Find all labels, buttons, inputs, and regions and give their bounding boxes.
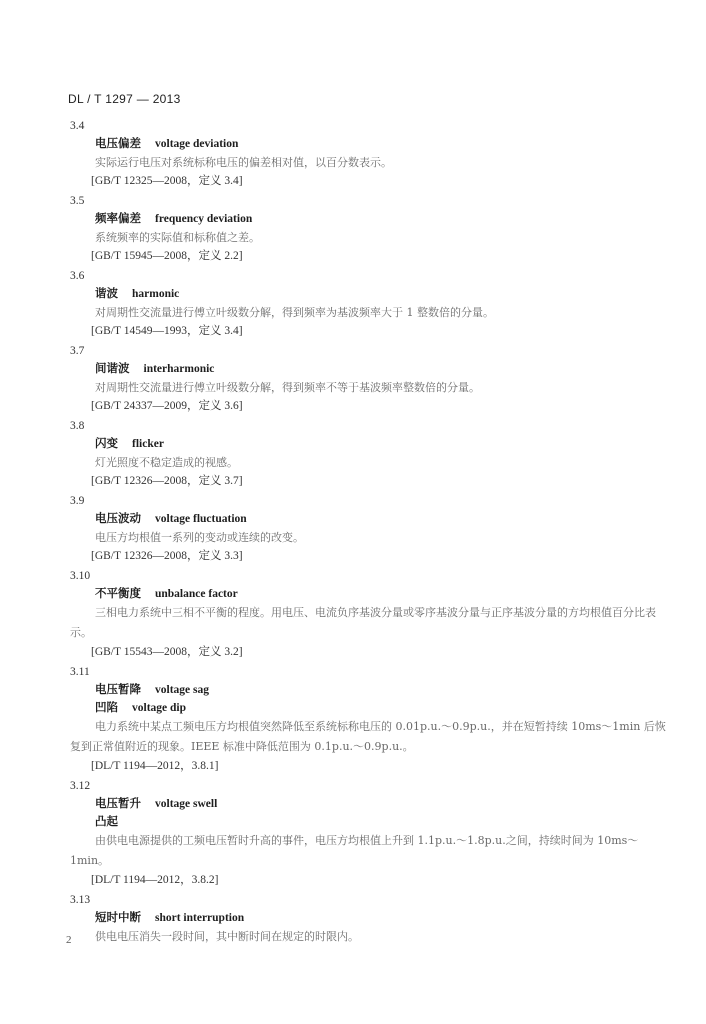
term-definition: 供电电压消失一段时间，其中断时间在规定的时限内。 [95,930,359,943]
term-english: unbalance factor [155,588,238,600]
clause-number: 3.10 [70,570,91,582]
source-reference: [GB/T 14549—1993，定义 3.4] [91,325,243,337]
term-heading [95,135,706,153]
term-english: voltage sag [155,684,209,696]
term-definition: 三相电力系统中三相不平衡的程度。用电压、电流负序基波分量或零序基波分量与正序基波分量的方均根值百分比表示。 [70,606,656,639]
term-english: frequency deviation [155,213,253,225]
term-english: flicker [132,438,164,450]
term-english: short interruption [155,912,245,924]
term-chinese: 短时中断 [95,910,141,924]
term-definition: 系统频率的实际值和标称值之差。 [95,231,260,244]
term-entry [0,266,706,341]
term-entry [0,416,706,491]
term-entry [0,116,706,191]
term-definition: 对周期性交流量进行傅立叶级数分解，得到频率为基波频率大于 1 整数倍的分量。 [95,306,494,319]
term-english: voltage swell [155,798,218,810]
term-definition: 对周期性交流量进行傅立叶级数分解，得到频率不等于基波频率整数倍的分量。 [95,381,480,394]
term-entry [0,341,706,416]
term-heading [95,285,706,303]
term-heading [95,210,706,228]
term-entry [0,566,706,662]
term-definition: 电压方均根值一系列的变动或连续的改变。 [95,531,304,544]
term-heading [95,360,706,378]
clause-number: 3.11 [70,666,90,678]
clause-number: 3.7 [70,345,85,357]
document-header: DL / T 1297 — 2013 [68,92,181,106]
term-chinese: 间谐波 [95,361,130,375]
term-chinese: 电压暂升 [95,796,141,810]
term-chinese: 凸起 [95,814,118,828]
term-entry [0,776,706,890]
term-definition: 实际运行电压对系统标称电压的偏差相对值，以百分数表示。 [95,156,392,169]
term-chinese: 谐波 [95,286,118,300]
term-english: interharmonic [143,363,215,375]
term-chinese: 凹陷 [95,700,118,714]
term-entry [0,890,706,946]
page-number: 2 [66,934,72,946]
term-definition: 灯光照度不稳定造成的视感。 [95,456,238,469]
term-chinese: 电压波动 [95,511,141,525]
term-english: harmonic [132,288,180,300]
term-chinese: 频率偏差 [95,211,141,225]
clause-number: 3.9 [70,495,85,507]
source-reference: [GB/T 12326—2008，定义 3.7] [91,475,243,487]
term-english: voltage deviation [155,138,239,150]
source-reference: [GB/T 12326—2008，定义 3.3] [91,550,243,562]
term-heading [95,681,706,699]
clause-number: 3.8 [70,420,85,432]
source-reference: [GB/T 15945—2008，定义 2.2] [91,250,243,262]
source-reference: [DL/T 1194—2012，3.8.1] [91,760,219,772]
term-entry [0,191,706,266]
term-entry [0,491,706,566]
term-entry [0,662,706,776]
clause-number: 3.13 [70,894,91,906]
term-heading [95,510,706,528]
clause-number: 3.4 [70,120,85,132]
term-heading [95,909,706,927]
source-reference: [DL/T 1194—2012，3.8.2] [91,874,219,886]
clause-number: 3.5 [70,195,85,207]
term-definition: 电力系统中某点工频电压方均根值突然降低至系统标称电压的 0.01p.u.～0.9p.u.，并在短暂持续 10ms～1min 后恢复到正常值附近的现象。IEEE 标准中降低范围为 0.1p.u.～0.9p.u.。 [70,720,666,753]
clause-number: 3.6 [70,270,85,282]
term-chinese: 电压偏差 [95,136,141,150]
clause-number: 3.12 [70,780,91,792]
term-heading [95,795,706,813]
term-chinese: 电压暂降 [95,682,141,696]
term-english: voltage dip [132,702,186,714]
term-heading [95,435,706,453]
term-chinese: 不平衡度 [95,586,141,600]
term-definition: 由供电电源提供的工频电压暂时升高的事件，电压方均根值上升到 1.1p.u.～1.8p.u.之间，持续时间为 10ms～1min。 [70,834,639,867]
source-reference: [GB/T 12325—2008，定义 3.4] [91,175,243,187]
term-heading [95,585,706,603]
term-heading [95,813,706,831]
source-reference: [GB/T 15543—2008，定义 3.2] [91,646,243,658]
term-english: voltage fluctuation [155,513,247,525]
term-definitions [0,116,706,946]
term-heading [95,699,706,717]
source-reference: [GB/T 24337—2009，定义 3.6] [91,400,243,412]
term-chinese: 闪变 [95,436,118,450]
